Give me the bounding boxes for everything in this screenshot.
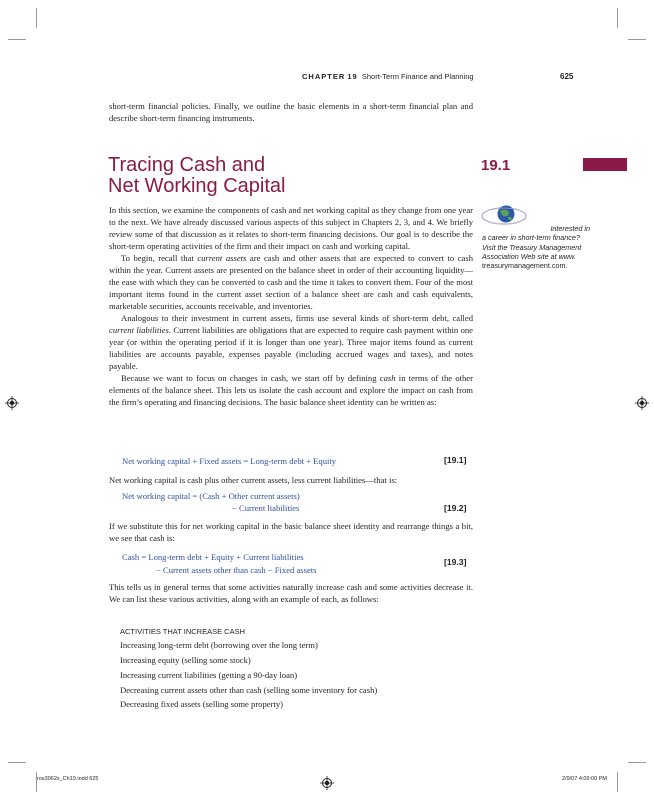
crop-mark	[8, 762, 26, 763]
crop-mark	[8, 39, 26, 40]
paragraph-2: To begin, recall that current assets are cash and other assets that are expected to convert to cash within the year. Current assets are presented on the balance sheet in order of their accounting liquidity—the ease with which they can be converted to cash and the time it takes to convert them. Four of the most important items found in the current asset section of a balance sheet are cash and cash equivalents, marketable securities, accounts receivable, and inventories.	[109, 253, 474, 311]
chapter-title: Short-Term Finance and Planning	[361, 72, 474, 81]
crop-mark	[617, 8, 618, 28]
registration-mark-icon	[5, 396, 19, 410]
list-item: Increasing current liabilities (getting a 90-day loan)	[120, 670, 298, 680]
text-after-eq2: If we substitute this for net working capital in the basic balance sheet identity and rearrange things a bit, we see that cash is:	[109, 521, 473, 543]
section-accent-bar	[583, 158, 627, 171]
equation-number: [19.1]	[444, 455, 467, 465]
crop-mark	[628, 39, 646, 40]
list-heading: ACTIVITIES THAT INCREASE CASH	[120, 627, 246, 636]
crop-mark	[36, 772, 37, 792]
crop-mark	[36, 8, 37, 28]
page-number: 625	[560, 72, 574, 81]
equation-19-2-line2: − Current liabilities	[232, 503, 300, 513]
paragraph-4: Because we want to focus on changes in cash, we start off by defining cash in terms of the other elements of the balance sheet. This lets us isolate the cash account and explore the impact on cash from the firm’s operating and financing decisions. The basic balance sheet identity can be written as:	[109, 373, 473, 407]
body-paragraphs	[109, 204, 473, 408]
list-item: Decreasing fixed assets (selling some property)	[120, 699, 283, 709]
registration-mark-icon	[320, 776, 334, 790]
registration-mark-icon	[635, 396, 649, 410]
slug-file: ros3062x_Ch19.indd 625	[37, 776, 99, 782]
chapter-number: 19	[347, 72, 358, 81]
list-item: Decreasing current assets other than cash (selling some inventory for cash)	[120, 685, 378, 695]
crop-mark	[628, 762, 646, 763]
text-after-eq3: This tells us in general terms that some activities naturally increase cash and some activities decrease it. We can list these various activities, along with an example of each, as follows:	[109, 582, 473, 604]
equation-number: [19.2]	[444, 503, 467, 513]
intro-paragraph: short-term financial policies. Finally, we outline the basic elements in a short-term financial plan and describe short-term financing instruments.	[109, 101, 473, 123]
equation-19-2-line1: Net working capital = (Cash + Other current assets)	[122, 491, 300, 501]
equation-19-3-line1: Cash = Long-term debt + Equity + Current liabilities	[122, 552, 304, 562]
section-number: 19.1	[481, 157, 511, 174]
margin-note-url[interactable]: treasurymanagement.com.	[482, 261, 568, 271]
equation-19-3-line2: − Current assets other than cash − Fixed assets	[156, 565, 317, 575]
running-header	[302, 72, 474, 81]
crop-mark	[617, 772, 618, 792]
list-item: Increasing equity (selling some stock)	[120, 655, 251, 665]
chapter-label: CHAPTER	[302, 72, 346, 81]
equation-number: [19.3]	[444, 557, 467, 567]
equation-19-1: Net working capital + Fixed assets = Long-term debt + Equity	[122, 456, 337, 466]
list-item: Increasing long-term debt (borrowing over the long term)	[120, 640, 318, 650]
paragraph-1: In this section, we examine the components of cash and net working capital as they change from one year to the next. We have already discussed various aspects of this subject in Chapters 2, 3, and 4. We briefly review some of that discussion as it relates to short-term financing decisions. Our goal is to describe the short-term operating activities of the firm and their impact on cash and working capital.	[109, 205, 473, 251]
section-title: Tracing Cash and Net Working Capital	[108, 154, 286, 197]
paragraph-3: Analogous to their investment in current assets, firms use several kinds of short-term debt, called current liabilities. Current liabilities are obligations that are expected to require cash payment within one year (or within the operating period if it is longer than one year). Three major items found as current liabilities are accounts payable, expenses payable (including accrued wages and taxes), and notes payable.	[109, 313, 473, 371]
margin-note: Interested in a career in short-term finance? Visit the Treasury Management Association Web site at www. treasurymanagement.com.	[482, 224, 590, 271]
slug-date: 2/9/07 4:09:00 PM	[562, 776, 607, 782]
text-after-eq1: Net working capital is cash plus other current assets, less current liabilities—that is:	[109, 475, 398, 485]
